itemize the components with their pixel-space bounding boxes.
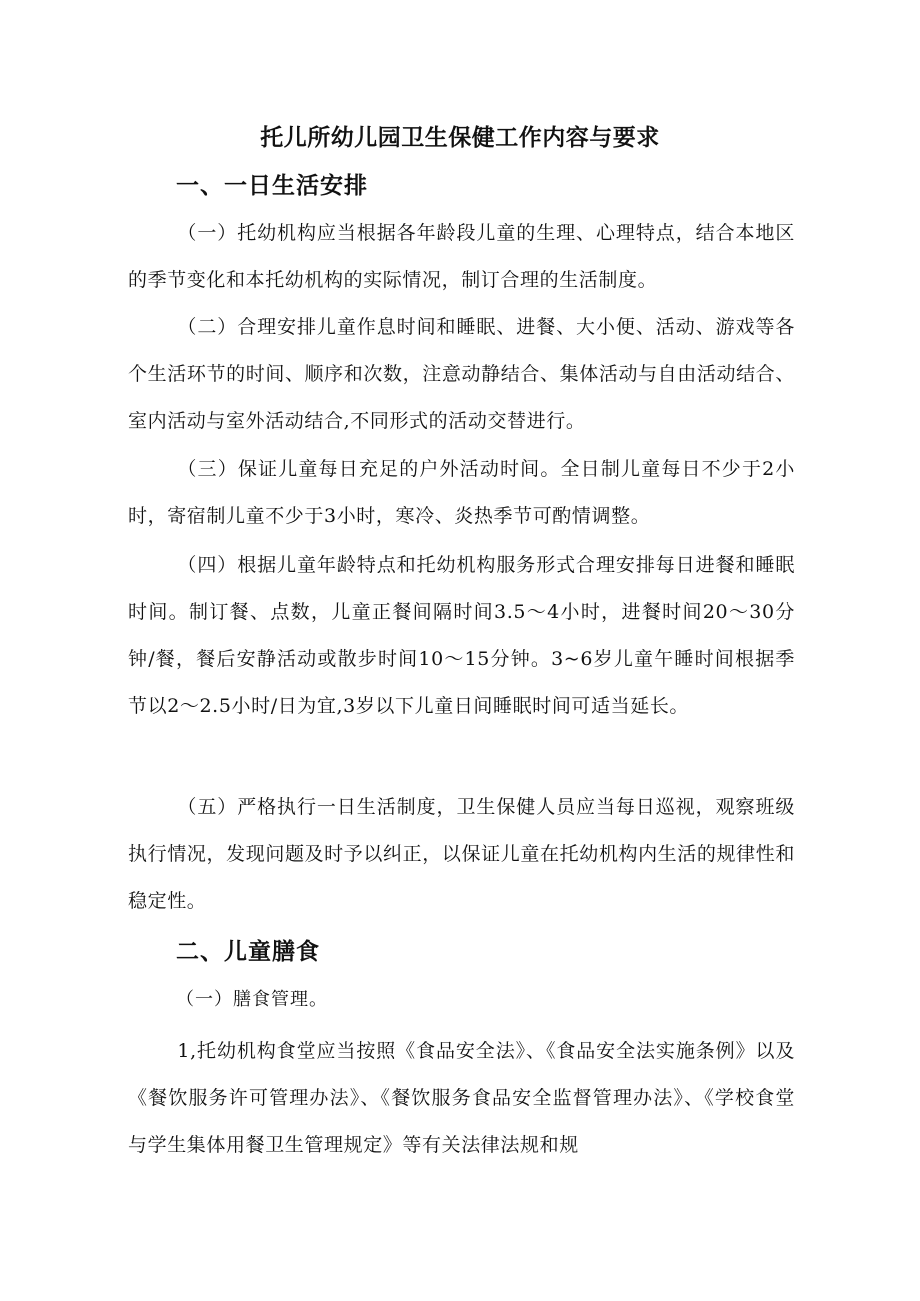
subheading-diet-management: （一）膳食管理。	[176, 989, 328, 1010]
paragraph-4: （四）根据儿童年龄特点和托幼机构服务形式合理安排每日进餐和睡眠时间。制订餐、点数，儿童正餐间隔时间3.5～4小时，进餐时间20～30分钟/餐，餐后安静活动或散步时间10～15分钟。3~6岁儿童午睡时间根据季节以2～2.5小时/日为宜,3岁以下儿童日间睡眠时间可适当延长。	[128, 554, 795, 717]
section-heading-daily-schedule: 一、一日生活安排	[176, 173, 368, 199]
document-title: 托儿所幼儿园卫生保健工作内容与要求	[260, 125, 660, 151]
paragraph-1: （一）托幼机构应当根据各年龄段儿童的生理、心理特点，结合本地区的季节变化和本托幼机构的实际情况，制订合理的生活制度。	[128, 222, 795, 291]
paragraph-2: （二）合理安排儿童作息时间和睡眠、进餐、大小便、活动、游戏等各个生活环节的时间、顺序和次数，注意动静结合、集体活动与自由活动结合、室内活动与室外活动结合,不同形式的活动交替进行。	[128, 316, 795, 432]
paragraph-5: （五）严格执行一日生活制度，卫生保健人员应当每日巡视，观察班级执行情况，发现问题及时予以纠正，以保证儿童在托幼机构内生活的规律性和稳定性。	[128, 796, 795, 912]
paragraph-6: 1,托幼机构食堂应当按照《食品安全法》、《食品安全法实施条例》以及《餐饮服务许可管理办法》、《餐饮服务食品安全监督管理办法》、《学校食堂与学生集体用餐卫生管理规定》等有关法律法规和规	[128, 1040, 795, 1156]
paragraph-3: （三）保证儿童每日充足的户外活动时间。全日制儿童每日不少于2小时，寄宿制儿童不少于3小时，寒冷、炎热季节可酌情调整。	[128, 458, 795, 527]
section-heading-child-diet: 二、儿童膳食	[176, 939, 320, 965]
